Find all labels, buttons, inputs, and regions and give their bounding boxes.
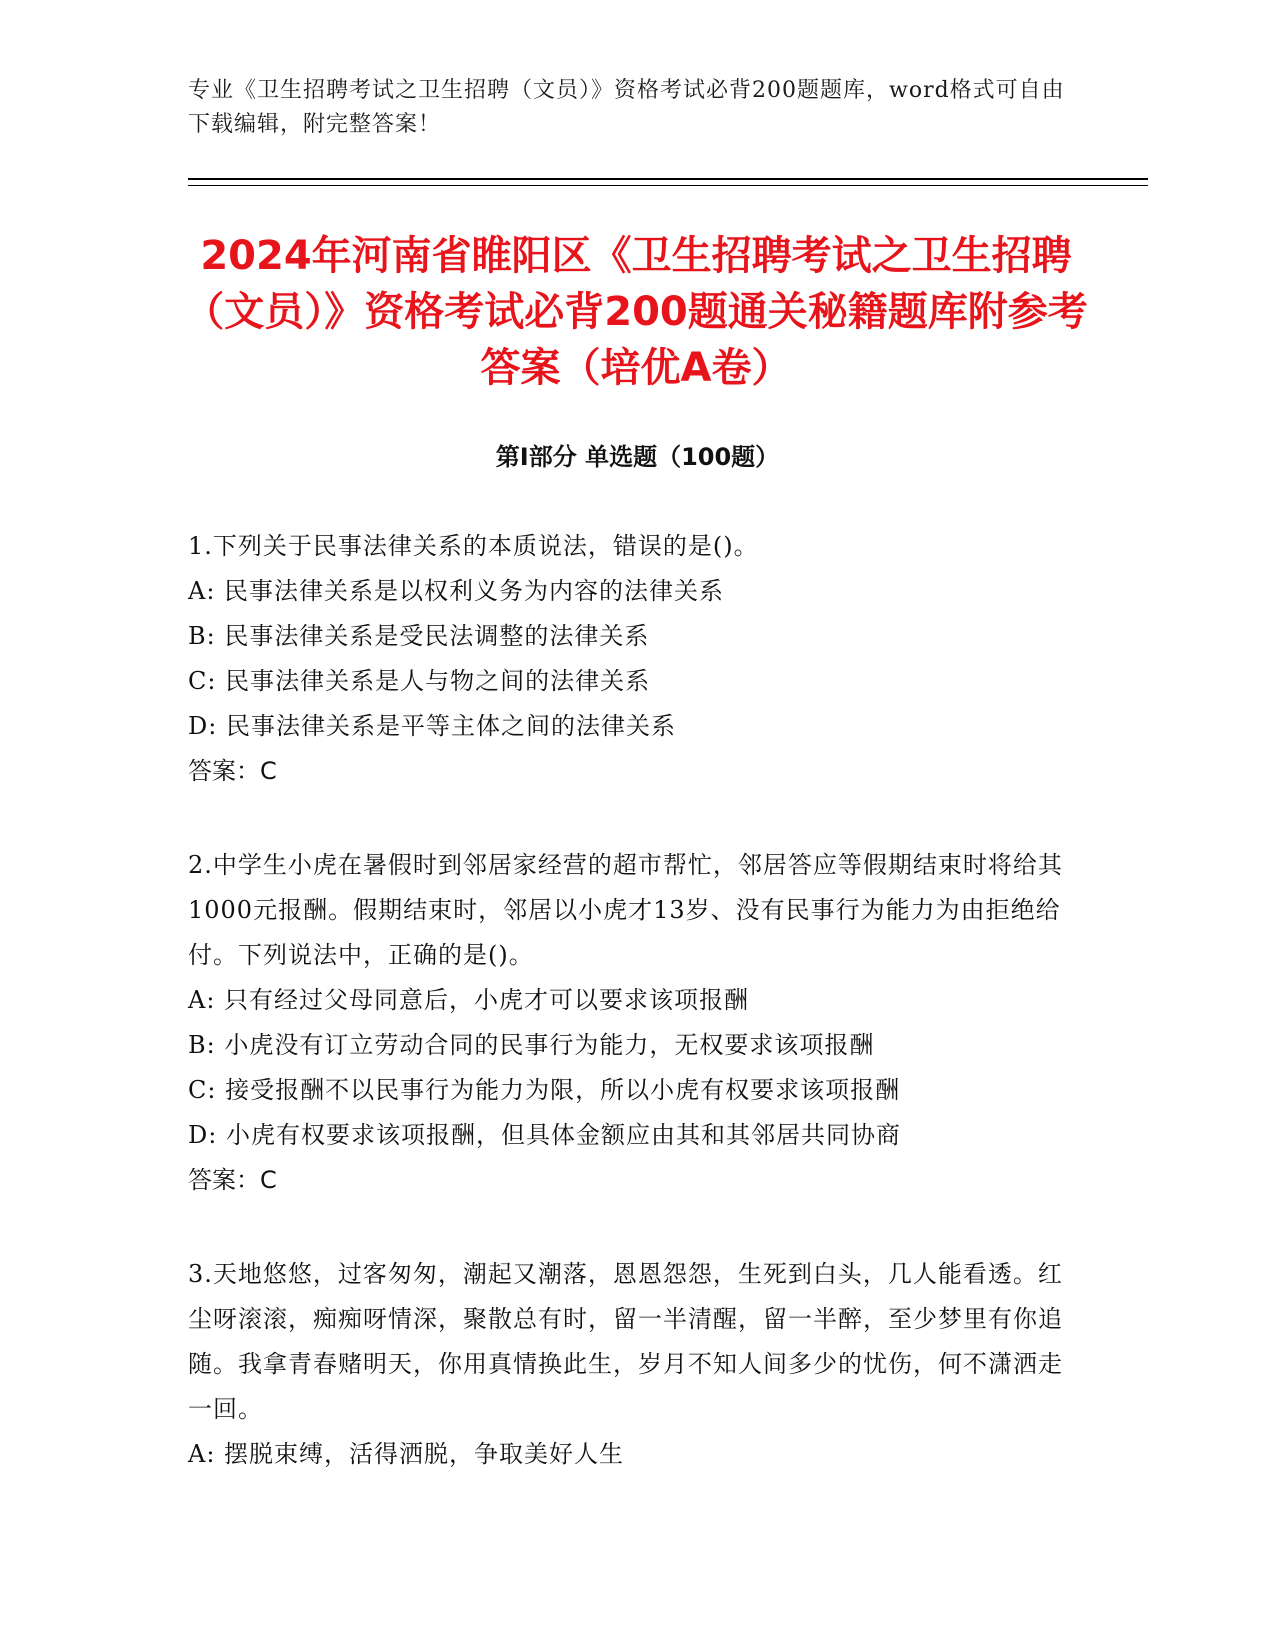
option-a: A: 摆脱束缚，活得洒脱，争取美好人生 xyxy=(188,1440,625,1468)
header-rule-thin xyxy=(188,185,1148,186)
header-note: 专业《卫生招聘考试之卫生招聘（文员）》资格考试必背200题题库，word格式可自由下载编辑，附完整答案！ xyxy=(188,78,1065,137)
question-2 xyxy=(188,843,1068,1203)
question-stem: 1.下列关于民事法律关系的本质说法，错误的是()。 xyxy=(188,532,759,560)
option-a: A: 只有经过父母同意后，小虎才可以要求该项报酬 xyxy=(188,986,750,1014)
answer: 答案：C xyxy=(188,757,277,785)
option-b: B: 民事法律关系是受民法调整的法律关系 xyxy=(188,622,650,650)
option-b: B: 小虎没有订立劳动合同的民事行为能力，无权要求该项报酬 xyxy=(188,1031,875,1059)
question-stem: 3.天地悠悠，过客匆匆，潮起又潮落，恩恩怨怨，生死到白头，几人能看透。红尘呀滚滚，痴痴呀情深，聚散总有时，留一半清醒，留一半醉，至少梦里有你追随。我拿青春赌明天，你用真情换此生，岁月不知人间多少的忧伤，何不潇洒走一回。 xyxy=(188,1260,1063,1423)
question-stem: 2.中学生小虎在暑假时到邻居家经营的超市帮忙，邻居答应等假期结束时将给其1000元报酬。假期结束时，邻居以小虎才13岁、没有民事行为能力为由拒绝给付。下列说法中，正确的是()。 xyxy=(188,851,1063,969)
header-rule-thick xyxy=(188,178,1148,180)
question-1 xyxy=(188,524,1068,794)
section-title: 第Ⅰ部分 单选题（100题） xyxy=(495,443,780,471)
question-3 xyxy=(188,1252,1068,1477)
option-c: C: 民事法律关系是人与物之间的法律关系 xyxy=(188,667,651,695)
option-d: D: 小虎有权要求该项报酬，但具体金额应由其和其邻居共同协商 xyxy=(188,1121,901,1149)
option-d: D: 民事法律关系是平等主体之间的法律关系 xyxy=(188,712,676,740)
document-title: 2024年河南省睢阳区《卫生招聘考试之卫生招聘（文员）》资格考试必背200题通关秘籍题库附参考答案（培优A卷） xyxy=(184,233,1088,391)
answer: 答案：C xyxy=(188,1166,277,1194)
option-c: C: 接受报酬不以民事行为能力为限，所以小虎有权要求该项报酬 xyxy=(188,1076,901,1104)
option-a: A: 民事法律关系是以权利义务为内容的法律关系 xyxy=(188,577,725,605)
